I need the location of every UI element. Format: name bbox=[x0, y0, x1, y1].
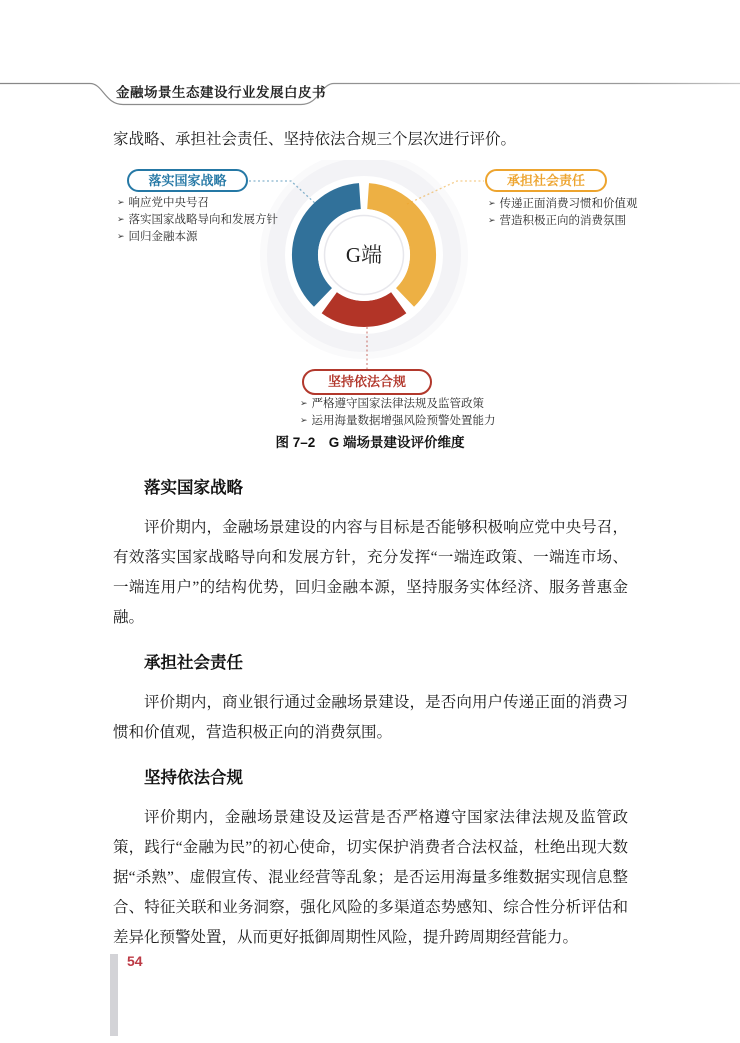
arrow-bullet-icon: ➢ bbox=[300, 398, 308, 408]
bullet-text: 传递正面消费习惯和价值观 bbox=[499, 198, 638, 210]
bullet-item bbox=[117, 212, 278, 229]
bullet-item bbox=[488, 196, 638, 213]
bullet-text: 严格遵守国家法律法规及监管政策 bbox=[311, 398, 485, 410]
arrow-bullet-icon: ➢ bbox=[488, 198, 496, 208]
section-paragraph: 评价期内，商业银行通过金融场景建设，是否向用户传递正面的消费习惯和价值观，营造积极正向的消费氛围。 bbox=[113, 694, 628, 741]
label-pill-responsibility: 承担社会责任 bbox=[485, 169, 607, 192]
bullet-list-strategy bbox=[117, 195, 278, 246]
figure-diagram bbox=[0, 160, 740, 432]
page-number: 54 bbox=[127, 953, 143, 969]
arrow-bullet-icon: ➢ bbox=[300, 415, 308, 425]
figure-caption: 图 7–2 G 端场景建设评价维度 bbox=[275, 435, 465, 450]
page-margin-bar bbox=[110, 954, 118, 1036]
bullet-text: 营造积极正向的消费氛围 bbox=[499, 215, 627, 227]
section-heading-strategy: 落实国家战略 bbox=[144, 479, 243, 497]
bullet-item bbox=[300, 396, 496, 413]
bullet-text: 运用海量数据增强风险预警处置能力 bbox=[311, 415, 496, 427]
section-paragraph: 评价期内，金融场景建设的内容与目标是否能够积极响应党中央号召，有效落实国家战略导向和发展方针，充分发挥“一端连政策、一端连市场、一端连用户”的结构优势，回归金融本源，坚持服务实体经济、服务普惠金融。 bbox=[113, 519, 628, 626]
label-pill-compliance: 坚持依法合规 bbox=[302, 369, 432, 395]
section-heading-responsibility: 承担社会责任 bbox=[144, 654, 243, 672]
bullet-list-responsibility bbox=[488, 196, 638, 230]
arrow-bullet-icon: ➢ bbox=[488, 215, 496, 225]
bullet-text: 回归金融本源 bbox=[128, 231, 198, 243]
body-sections bbox=[113, 458, 628, 953]
arrow-bullet-icon: ➢ bbox=[117, 231, 125, 241]
donut-center-label: G端 bbox=[345, 243, 383, 267]
section-heading-compliance: 坚持依法合规 bbox=[144, 769, 243, 787]
bullet-item bbox=[117, 229, 278, 246]
bullet-text: 落实国家战略导向和发展方针 bbox=[128, 214, 279, 226]
header-tab-rule bbox=[0, 0, 740, 110]
bullet-item bbox=[488, 213, 638, 230]
bullet-item bbox=[117, 195, 278, 212]
label-pill-strategy: 落实国家战略 bbox=[127, 169, 248, 192]
section-paragraph: 评价期内，金融场景建设及运营是否严格遵守国家法律法规及监管政策，践行“金融为民”的初心使命，切实保护消费者合法权益，杜绝出现大数据“杀熟”、虚假宣传、混业经营等乱象；是否运用海量多维数据实现信息整合、特征关联和业务洞察，强化风险的多渠道态势感知、综合性分析评估和差异化预警处置，从而更好抵御周期性风险，提升跨周期经营能力。 bbox=[113, 809, 628, 946]
bullet-item bbox=[300, 413, 496, 430]
donut-segment-compliance bbox=[329, 303, 398, 314]
header-title: 金融场景生态建设行业发展白皮书 bbox=[116, 85, 326, 100]
bullet-list-compliance bbox=[300, 396, 496, 430]
arrow-bullet-icon: ➢ bbox=[117, 214, 125, 224]
bullet-text: 响应党中央号召 bbox=[128, 197, 210, 209]
arrow-bullet-icon: ➢ bbox=[117, 197, 125, 207]
intro-text: 家战略、承担社会责任、坚持依法合规三个层次进行评价。 bbox=[113, 131, 517, 148]
